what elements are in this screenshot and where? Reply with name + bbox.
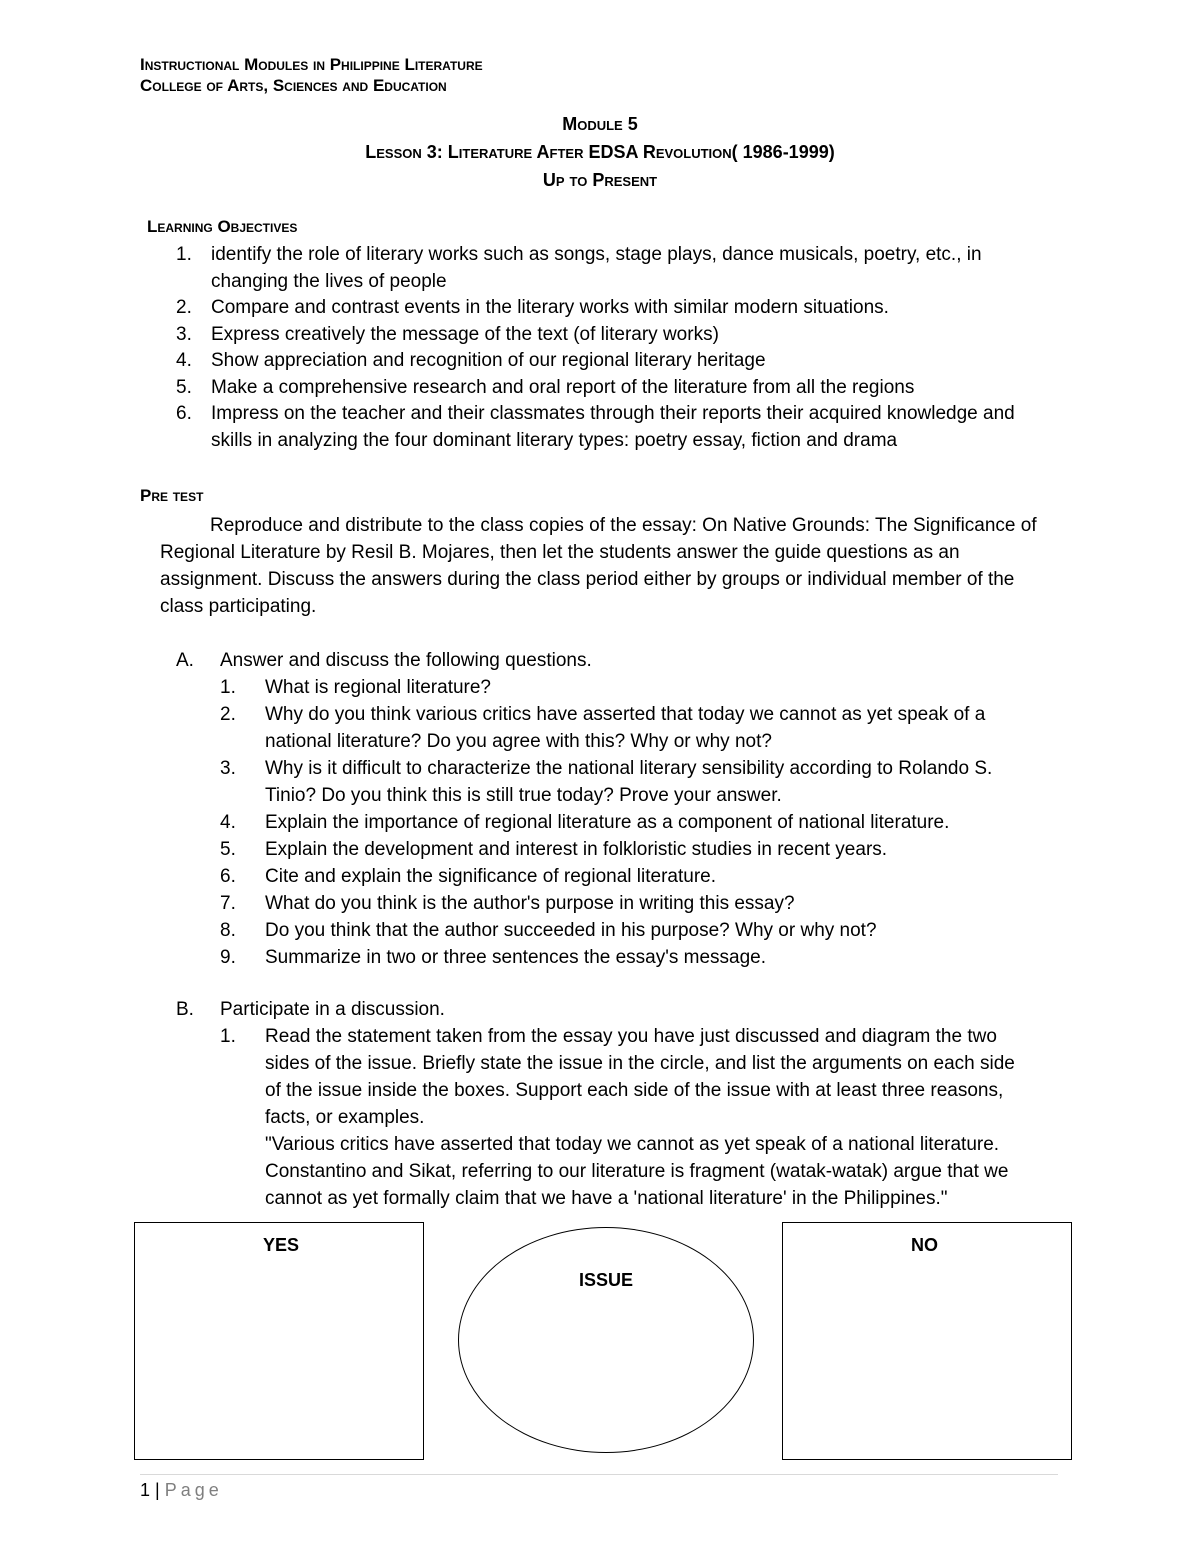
lesson-subtitle: Up to Present <box>542 170 658 190</box>
question-number: 6. <box>220 866 236 887</box>
module-titles <box>0 110 1200 194</box>
objective-item <box>176 295 1056 322</box>
question-number: 4. <box>220 812 236 833</box>
question-text: Explain the importance of regional literature as a component of national literature. <box>265 812 950 833</box>
essay-quote: "Various critics have asserted that today we cannot as yet speak of a national literature. Constantino and Sikat, referring to our literature is fragment (watak-watak) argue that we cannot as yet formally claim that we have a 'national literature' in the Philippines." <box>265 1134 1009 1209</box>
issue-circle <box>458 1227 754 1453</box>
objective-number: 5. <box>176 376 192 398</box>
document-header <box>140 54 483 96</box>
question-item <box>220 944 1020 971</box>
question-text: Do you think that the author succeeded in his purpose? Why or why not? <box>265 920 877 941</box>
lesson-title: Lesson 3: Literature After EDSA Revolution( 1986-1999) <box>365 142 835 162</box>
page-text: Page <box>164 1480 223 1500</box>
question-item <box>220 701 1020 755</box>
objective-text: Make a comprehensive research and oral report of the literature from all the regions <box>211 376 915 398</box>
objective-item <box>176 375 1056 402</box>
question-item <box>220 863 1020 890</box>
section-b-tasks <box>220 1023 1020 1212</box>
task-text: Read the statement taken from the essay you have just discussed and diagram the two sides of the issue. Briefly state the issue in the circle, and list the arguments on each side of the issue inside the boxes. Support each side of the issue with at least three reasons, facts, or examples. <box>265 1026 1015 1128</box>
question-number: 5. <box>220 839 236 860</box>
objective-text: Compare and contrast events in the literary works with similar modern situations. <box>211 297 889 318</box>
question-item <box>220 674 1020 701</box>
no-box <box>782 1222 1072 1460</box>
pretest-paragraph: Reproduce and distribute to the class copies of the essay: On Native Grounds: The Significance of Regional Literature by Resil B. Mojares, then let the students answer the guide questions as an assignment. Discuss the answers during the class period either by groups or individual member of the class participating. <box>160 515 1037 617</box>
question-text: Summarize in two or three sentences the essay's message. <box>265 947 767 968</box>
objective-text: Express creatively the message of the text (of literary works) <box>211 323 719 345</box>
objective-number: 4. <box>176 350 192 371</box>
task-item <box>220 1023 1020 1212</box>
objective-number: 2. <box>176 297 192 318</box>
question-item <box>220 917 1020 944</box>
issue-label: ISSUE <box>579 1270 634 1290</box>
question-item <box>220 890 1020 917</box>
objective-item <box>176 401 1056 454</box>
question-text: What is regional literature? <box>265 677 491 698</box>
yes-box <box>134 1222 424 1460</box>
learning-objectives-list <box>176 242 1056 454</box>
yes-label: YES <box>263 1235 300 1255</box>
module-title: Module 5 <box>562 114 638 134</box>
question-text: Why do you think various critics have asserted that today we cannot as yet speak of a national literature? Do you agree with this? Why or why not? <box>265 704 986 752</box>
objective-item <box>176 322 1056 349</box>
no-label: NO <box>911 1235 938 1255</box>
section-b-title: Participate in a discussion. <box>220 999 445 1020</box>
objective-number: 3. <box>176 323 192 345</box>
question-text: Cite and explain the significance of regional literature. <box>265 866 716 887</box>
question-item <box>220 836 1020 863</box>
footer-divider <box>140 1474 1058 1475</box>
question-text: Explain the development and interest in folkloristic studies in recent years. <box>265 839 888 860</box>
learning-objectives-heading: Learning Objectives <box>147 217 298 236</box>
objective-number: 1. <box>176 244 192 265</box>
page-number: 1 <box>140 1480 151 1500</box>
question-number: 1. <box>220 677 236 698</box>
question-item <box>220 755 1020 809</box>
question-number: 3. <box>220 758 236 779</box>
objective-text: Show appreciation and recognition of our regional literary heritage <box>211 350 766 371</box>
section-a-title: Answer and discuss the following questions. <box>220 650 592 671</box>
question-number: 7. <box>220 893 236 914</box>
section-a-questions <box>220 674 1020 971</box>
objective-text: identify the role of literary works such as songs, stage plays, dance musicals, poetry, etc., in changing the lives of people <box>211 244 982 292</box>
pretest-heading: Pre test <box>140 486 204 505</box>
question-item <box>220 809 1020 836</box>
footer-separator: | <box>150 1480 165 1500</box>
question-number: 9. <box>220 947 236 968</box>
objective-item <box>176 242 1056 295</box>
page-footer <box>140 1480 223 1501</box>
task-number: 1. <box>220 1026 236 1047</box>
question-number: 8. <box>220 920 236 941</box>
header-title: Instructional Modules in Philippine Literature <box>140 55 483 74</box>
question-text: What do you think is the author's purpose in writing this essay? <box>265 893 795 914</box>
question-text: Why is it difficult to characterize the national literary sensibility according to Rolando S. Tinio? Do you think this is still true today? Prove your answer. <box>265 758 993 806</box>
question-number: 2. <box>220 704 236 725</box>
header-college: College of Arts, Sciences and Education <box>140 76 447 95</box>
section-b-letter: B. <box>176 999 194 1020</box>
section-a-letter: A. <box>176 650 194 671</box>
objective-number: 6. <box>176 403 192 424</box>
objective-text: Impress on the teacher and their classmates through their reports their acquired knowledge and skills in analyzing the four dominant literary types: poetry essay, fiction and drama <box>211 403 1015 451</box>
objective-item <box>176 348 1056 375</box>
